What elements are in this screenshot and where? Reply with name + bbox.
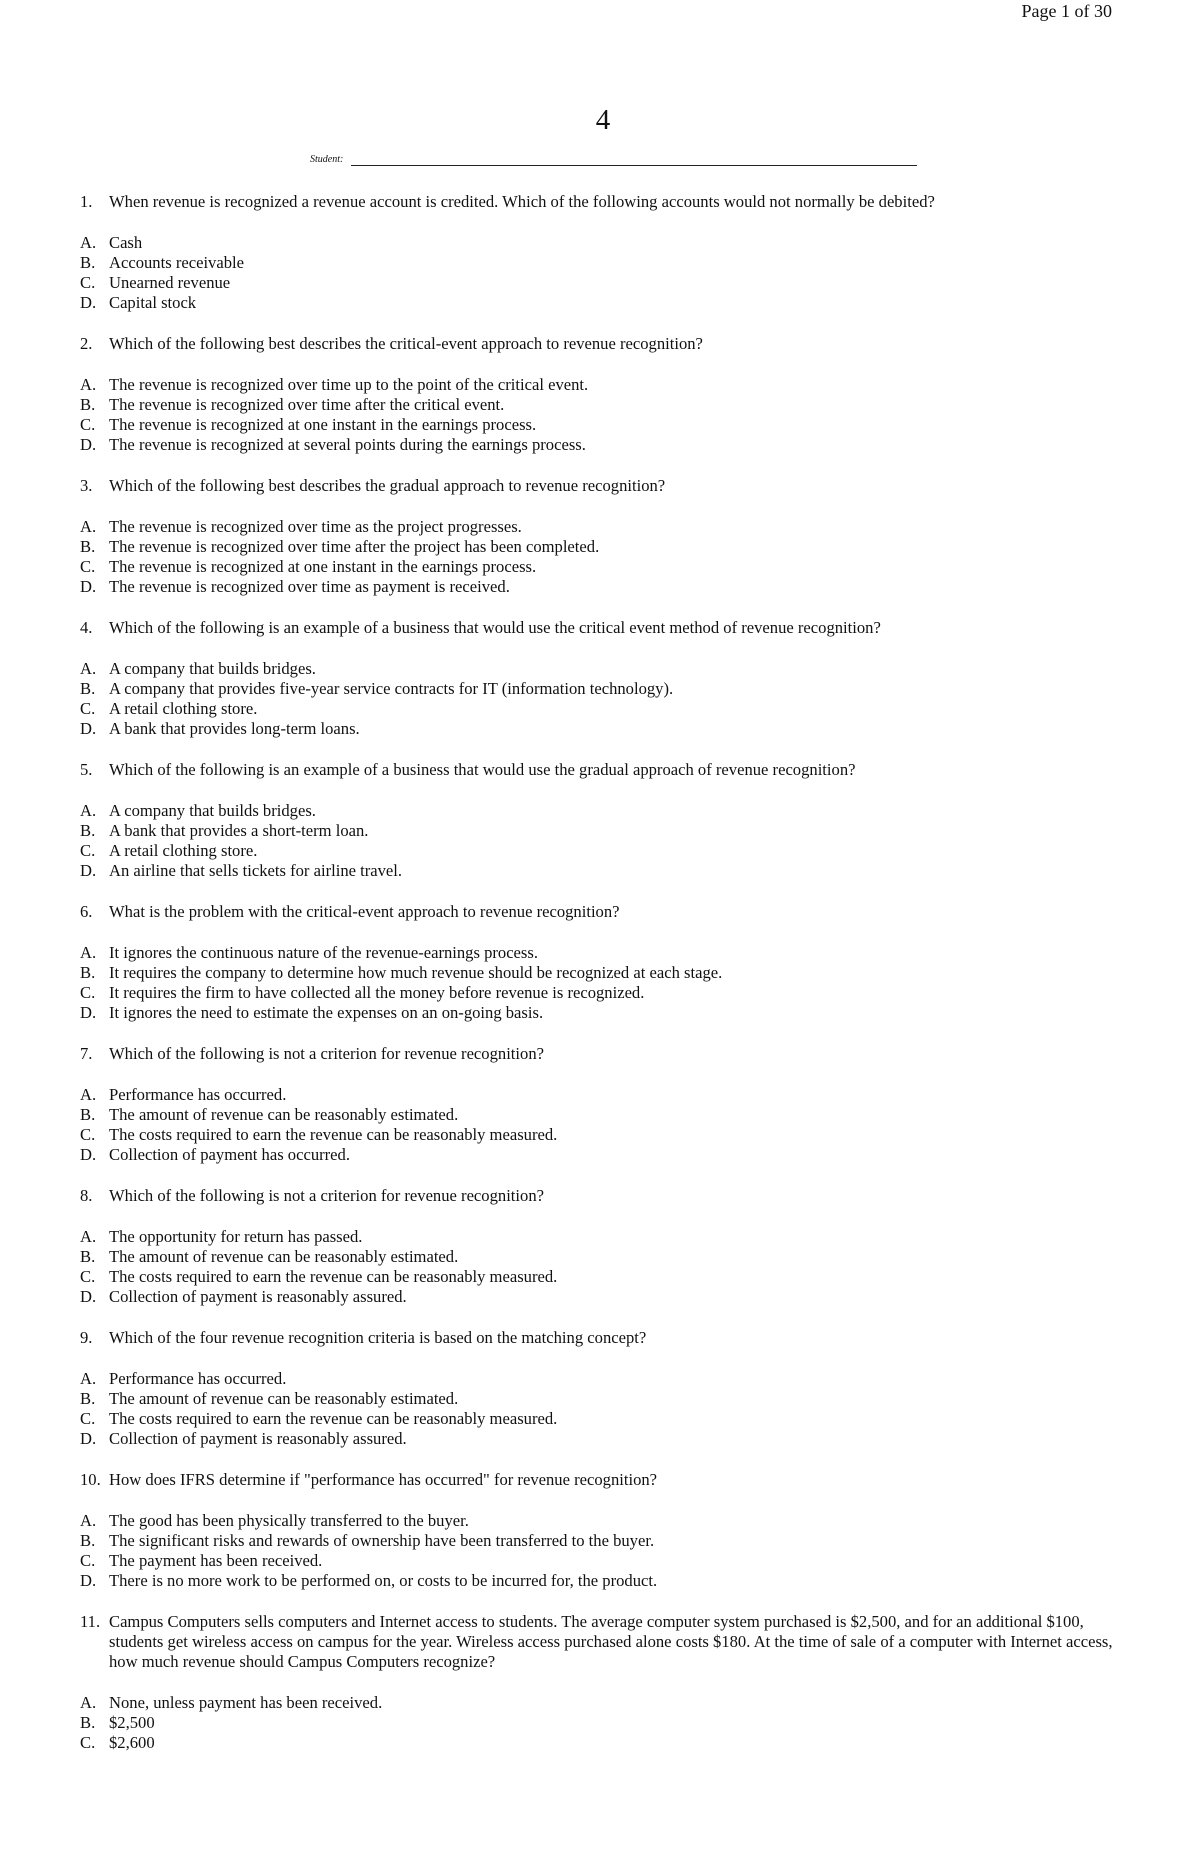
question	[80, 760, 1120, 881]
option-letter: B.	[80, 394, 96, 414]
answer-option	[80, 415, 1120, 435]
answer-option	[80, 963, 1120, 983]
option-text: None, unless payment has been received.	[109, 1693, 383, 1712]
option-letter: B.	[80, 1388, 96, 1408]
answer-option	[80, 537, 1120, 557]
option-letter: A.	[80, 800, 97, 820]
option-text: A company that builds bridges.	[109, 800, 316, 820]
question-number: 4.	[80, 618, 93, 637]
option-text: The revenue is recognized over time as payment is received.	[109, 577, 510, 597]
page-indicator: Page 1 of 30	[1021, 1, 1112, 21]
option-text: The costs required to earn the revenue can be reasonably measured.	[109, 1125, 558, 1144]
answer-option	[80, 517, 1120, 537]
answer-option	[80, 1551, 1120, 1571]
option-text: The revenue is recognized at several points during the earnings process.	[109, 435, 586, 455]
question-stem	[80, 760, 1120, 780]
question-stem	[80, 618, 1120, 638]
question-number: 3.	[80, 476, 93, 495]
option-letter: B.	[80, 536, 96, 556]
option-letter: B.	[80, 962, 96, 982]
question-stem	[80, 1612, 1120, 1673]
question	[80, 618, 1120, 739]
option-letter: B.	[80, 678, 96, 698]
question-number: 5.	[80, 760, 93, 779]
question-number: 8.	[80, 1186, 93, 1205]
answer-option	[80, 1571, 1120, 1591]
option-text: A retail clothing store.	[109, 699, 258, 718]
question-text: Which of the four revenue recognition criteria is based on the matching concept?	[109, 1328, 647, 1347]
option-text: The revenue is recognized over time as the project progresses.	[109, 516, 522, 536]
option-letter: C.	[80, 1551, 96, 1570]
question	[80, 1328, 1120, 1449]
option-letter: B.	[80, 820, 96, 840]
answer-option	[80, 1713, 1120, 1733]
answer-option	[80, 983, 1120, 1003]
answer-option	[80, 253, 1120, 273]
question-number: 11.	[80, 1612, 101, 1631]
option-text: The costs required to earn the revenue can be reasonably measured.	[109, 1409, 558, 1428]
option-text: $2,500	[109, 1713, 155, 1733]
option-text: An airline that sells tickets for airline travel.	[109, 861, 403, 881]
answer-option	[80, 699, 1120, 719]
question-stem	[80, 334, 1120, 354]
question	[80, 192, 1120, 313]
answer-option	[80, 293, 1120, 313]
option-letter: A.	[80, 516, 97, 536]
answer-option	[80, 1247, 1120, 1267]
question	[80, 1186, 1120, 1307]
question-text: Which of the following is not a criterion for revenue recognition?	[109, 1186, 544, 1205]
option-letter: C.	[80, 415, 96, 434]
option-letter: C.	[80, 699, 96, 718]
question-number: 1.	[80, 192, 93, 211]
chapter-number: 4	[595, 104, 611, 136]
answer-option	[80, 861, 1120, 881]
answer-option	[80, 1531, 1120, 1551]
question-text: Campus Computers sells computers and Internet access to students. The average computer system purchased is $2,500, and for an additional $100, students get wireless access on campus for the year. Wireless access purchased alone costs $180. At the time of sale of a computer with Internet access, how much revenue should Campus Computers recognize?	[109, 1612, 1113, 1672]
option-letter: D.	[80, 1003, 97, 1023]
question	[80, 902, 1120, 1023]
answer-option	[80, 1409, 1120, 1429]
option-letter: C.	[80, 273, 96, 292]
option-text: Cash	[109, 232, 143, 252]
option-text: The revenue is recognized over time up to the point of the critical event.	[109, 374, 589, 394]
option-text: $2,600	[109, 1733, 155, 1753]
option-text: Unearned revenue	[109, 273, 231, 292]
option-letter: B.	[80, 1530, 96, 1550]
question-stem	[80, 1328, 1120, 1348]
option-letter: D.	[80, 1571, 97, 1591]
question-text: How does IFRS determine if "performance has occurred" for revenue recognition?	[109, 1470, 658, 1489]
option-letter: C.	[80, 557, 96, 576]
question-text: Which of the following best describes the gradual approach to revenue recognition?	[109, 476, 666, 495]
option-letter: A.	[80, 942, 97, 962]
answer-option	[80, 1085, 1120, 1105]
option-letter: C.	[80, 841, 96, 860]
option-letter: A.	[80, 658, 97, 678]
option-letter: C.	[80, 1733, 96, 1753]
option-letter: A.	[80, 374, 97, 394]
question-stem	[80, 1470, 1120, 1490]
answer-option	[80, 395, 1120, 415]
question	[80, 476, 1120, 597]
answer-option	[80, 1267, 1120, 1287]
answer-option	[80, 1227, 1120, 1247]
answer-option	[80, 435, 1120, 455]
answer-option	[80, 821, 1120, 841]
option-text: A bank that provides long-term loans.	[109, 719, 360, 739]
option-text: Capital stock	[109, 293, 197, 313]
option-letter: D.	[80, 861, 97, 881]
option-text: There is no more work to be performed on, or costs to be incurred for, the product.	[109, 1571, 658, 1591]
answer-option	[80, 1145, 1120, 1165]
answer-option	[80, 1429, 1120, 1449]
option-text: The good has been physically transferred to the buyer.	[109, 1510, 469, 1530]
option-text: The amount of revenue can be reasonably estimated.	[109, 1388, 459, 1408]
answer-option	[80, 273, 1120, 293]
answer-option	[80, 1125, 1120, 1145]
answer-option	[80, 1287, 1120, 1307]
answer-option	[80, 1389, 1120, 1409]
answer-option	[80, 1003, 1120, 1023]
answer-option	[80, 659, 1120, 679]
option-letter: C.	[80, 1267, 96, 1286]
question-text: When revenue is recognized a revenue account is credited. Which of the following accounts would not normally be debited?	[109, 192, 935, 211]
answer-option	[80, 577, 1120, 597]
option-letter: A.	[80, 1510, 97, 1530]
answer-option	[80, 801, 1120, 821]
option-text: A retail clothing store.	[109, 841, 258, 860]
student-name-line	[310, 154, 917, 166]
answer-option	[80, 375, 1120, 395]
option-text: The amount of revenue can be reasonably estimated.	[109, 1246, 459, 1266]
question-text: Which of the following is not a criterion for revenue recognition?	[109, 1044, 544, 1063]
option-letter: D.	[80, 1287, 97, 1307]
answer-option	[80, 1511, 1120, 1531]
option-letter: B.	[80, 1713, 96, 1733]
option-text: A company that provides five-year service contracts for IT (information technology).	[109, 678, 674, 698]
option-letter: D.	[80, 1145, 97, 1165]
option-letter: C.	[80, 1125, 96, 1144]
student-name-blank	[351, 155, 917, 166]
answer-option	[80, 719, 1120, 739]
option-text: Accounts receivable	[109, 252, 244, 272]
question-number: 10.	[80, 1470, 101, 1489]
question-stem	[80, 1044, 1120, 1064]
option-text: A company that builds bridges.	[109, 658, 316, 678]
answer-option	[80, 1369, 1120, 1389]
option-text: The costs required to earn the revenue can be reasonably measured.	[109, 1267, 558, 1286]
option-text: A bank that provides a short-term loan.	[109, 820, 369, 840]
option-text: Collection of payment is reasonably assured.	[109, 1429, 407, 1449]
option-text: Performance has occurred.	[109, 1368, 287, 1388]
question-text: Which of the following is an example of a business that would use the critical event method of revenue recognition?	[109, 618, 881, 637]
option-letter: B.	[80, 252, 96, 272]
question-stem	[80, 902, 1120, 922]
option-text: Collection of payment is reasonably assured.	[109, 1287, 407, 1307]
option-letter: D.	[80, 577, 97, 597]
option-letter: C.	[80, 1409, 96, 1428]
option-text: It ignores the continuous nature of the revenue-earnings process.	[109, 942, 538, 962]
question-stem	[80, 192, 1120, 212]
option-letter: D.	[80, 1429, 97, 1449]
option-letter: B.	[80, 1104, 96, 1124]
option-letter: C.	[80, 983, 96, 1002]
answer-option	[80, 1693, 1120, 1713]
question-stem	[80, 476, 1120, 496]
option-letter: A.	[80, 232, 97, 252]
answer-option	[80, 679, 1120, 699]
option-letter: D.	[80, 293, 97, 313]
question-stem	[80, 1186, 1120, 1206]
option-letter: D.	[80, 435, 97, 455]
option-letter: A.	[80, 1226, 97, 1246]
student-label: Student:	[310, 154, 344, 165]
answer-option	[80, 233, 1120, 253]
option-text: The revenue is recognized at one instant in the earnings process.	[109, 415, 537, 434]
option-text: The revenue is recognized over time after the project has been completed.	[109, 536, 600, 556]
option-text: Performance has occurred.	[109, 1084, 287, 1104]
option-letter: D.	[80, 719, 97, 739]
question	[80, 334, 1120, 455]
option-text: The opportunity for return has passed.	[109, 1226, 363, 1246]
option-text: The amount of revenue can be reasonably estimated.	[109, 1104, 459, 1124]
option-text: Collection of payment has occurred.	[109, 1145, 350, 1165]
option-text: The payment has been received.	[109, 1551, 323, 1570]
option-letter: A.	[80, 1693, 97, 1712]
question-number: 6.	[80, 902, 93, 921]
question-text: Which of the following is an example of a business that would use the gradual approach of revenue recognition?	[109, 760, 856, 779]
option-text: The significant risks and rewards of ownership have been transferred to the buyer.	[109, 1530, 655, 1550]
question-number: 7.	[80, 1044, 93, 1063]
question-list	[80, 192, 1120, 1774]
question-number: 2.	[80, 334, 93, 353]
answer-option	[80, 943, 1120, 963]
option-letter: A.	[80, 1084, 97, 1104]
option-text: It requires the company to determine how much revenue should be recognized at each stage.	[109, 962, 723, 982]
question	[80, 1470, 1120, 1591]
question	[80, 1612, 1120, 1754]
option-text: It ignores the need to estimate the expenses on an on-going basis.	[109, 1003, 544, 1023]
question-number: 9.	[80, 1328, 93, 1347]
answer-option	[80, 1733, 1120, 1753]
option-text: It requires the firm to have collected all the money before revenue is recognized.	[109, 983, 645, 1002]
option-letter: A.	[80, 1368, 97, 1388]
option-text: The revenue is recognized over time after the critical event.	[109, 394, 505, 414]
answer-option	[80, 841, 1120, 861]
question	[80, 1044, 1120, 1165]
option-letter: B.	[80, 1246, 96, 1266]
answer-option	[80, 557, 1120, 577]
question-text: Which of the following best describes the critical-event approach to revenue recognition?	[109, 334, 703, 353]
answer-option	[80, 1105, 1120, 1125]
option-text: The revenue is recognized at one instant in the earnings process.	[109, 557, 537, 576]
question-text: What is the problem with the critical-event approach to revenue recognition?	[109, 902, 620, 921]
